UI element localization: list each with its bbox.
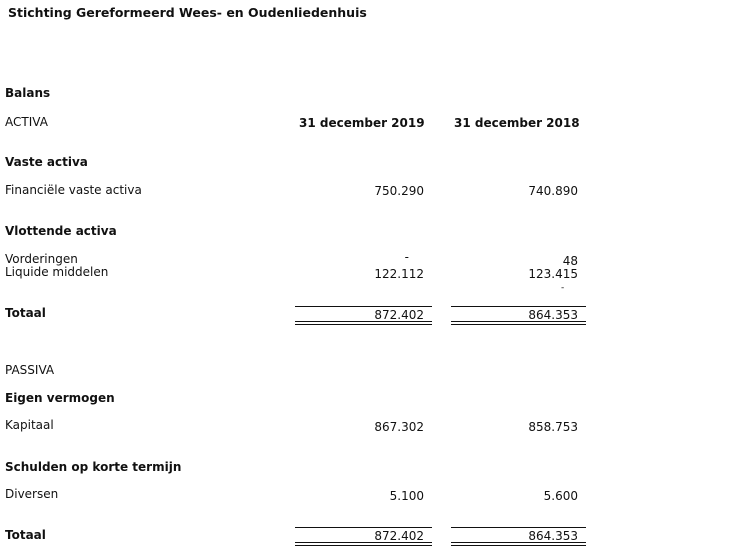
value-diversen-2019: 5.100 (389, 489, 424, 503)
column-header-2018: 31 december 2018 (454, 116, 580, 130)
label-vorderingen: Vorderingen (5, 252, 78, 266)
rule-top-passiva-2019 (295, 527, 432, 528)
rule-double-1-2018 (451, 321, 586, 322)
rule-double-1-2019 (295, 321, 432, 322)
heading-schulden: Schulden op korte termijn (5, 460, 182, 474)
rule-top-2019 (295, 306, 432, 307)
heading-vlottende-activa: Vlottende activa (5, 224, 117, 238)
rule-top-passiva-2018 (451, 527, 586, 528)
column-header-2019: 31 december 2019 (299, 116, 425, 130)
value-liquide-2019: 122.112 (374, 267, 424, 281)
label-totaal-passiva: Totaal (5, 528, 46, 542)
value-dash-2018: - (561, 283, 565, 293)
value-totaal-activa-2018: 864.353 (528, 308, 578, 322)
document-title: Stichting Gereformeerd Wees- en Oudenliedenhuis (8, 5, 367, 20)
rule-top-2018 (451, 306, 586, 307)
rule-double-2-passiva-2018 (451, 545, 586, 546)
value-financiele-2018: 740.890 (528, 184, 578, 198)
heading-vaste-activa: Vaste activa (5, 155, 88, 169)
label-kapitaal: Kapitaal (5, 418, 54, 432)
rule-double-1-passiva-2019 (295, 542, 432, 543)
value-diversen-2018: 5.600 (543, 489, 578, 503)
rule-double-1-passiva-2018 (451, 542, 586, 543)
passiva-label: PASSIVA (5, 363, 55, 377)
label-liquide-middelen: Liquide middelen (5, 265, 109, 279)
rule-double-2-2019 (295, 324, 432, 325)
value-liquide-2018: 123.415 (528, 267, 578, 281)
value-kapitaal-2018: 858.753 (528, 420, 578, 434)
rule-double-2-passiva-2019 (295, 545, 432, 546)
value-kapitaal-2019: 867.302 (374, 420, 424, 434)
value-vorderingen-2018: 48 (562, 254, 578, 268)
label-financiele-vaste-activa: Financiële vaste activa (5, 183, 142, 197)
heading-eigen-vermogen: Eigen vermogen (5, 391, 115, 405)
value-totaal-activa-2019: 872.402 (374, 308, 424, 322)
rule-double-2-2018 (451, 324, 586, 325)
section-title-balans: Balans (5, 86, 51, 100)
label-totaal-activa: Totaal (5, 306, 46, 320)
value-totaal-passiva-2018: 864.353 (528, 529, 578, 543)
value-vorderingen-2019: - (404, 250, 409, 264)
label-diversen: Diversen (5, 487, 59, 501)
value-financiele-2019: 750.290 (374, 184, 424, 198)
activa-label: ACTIVA (5, 115, 48, 129)
value-totaal-passiva-2019: 872.402 (374, 529, 424, 543)
